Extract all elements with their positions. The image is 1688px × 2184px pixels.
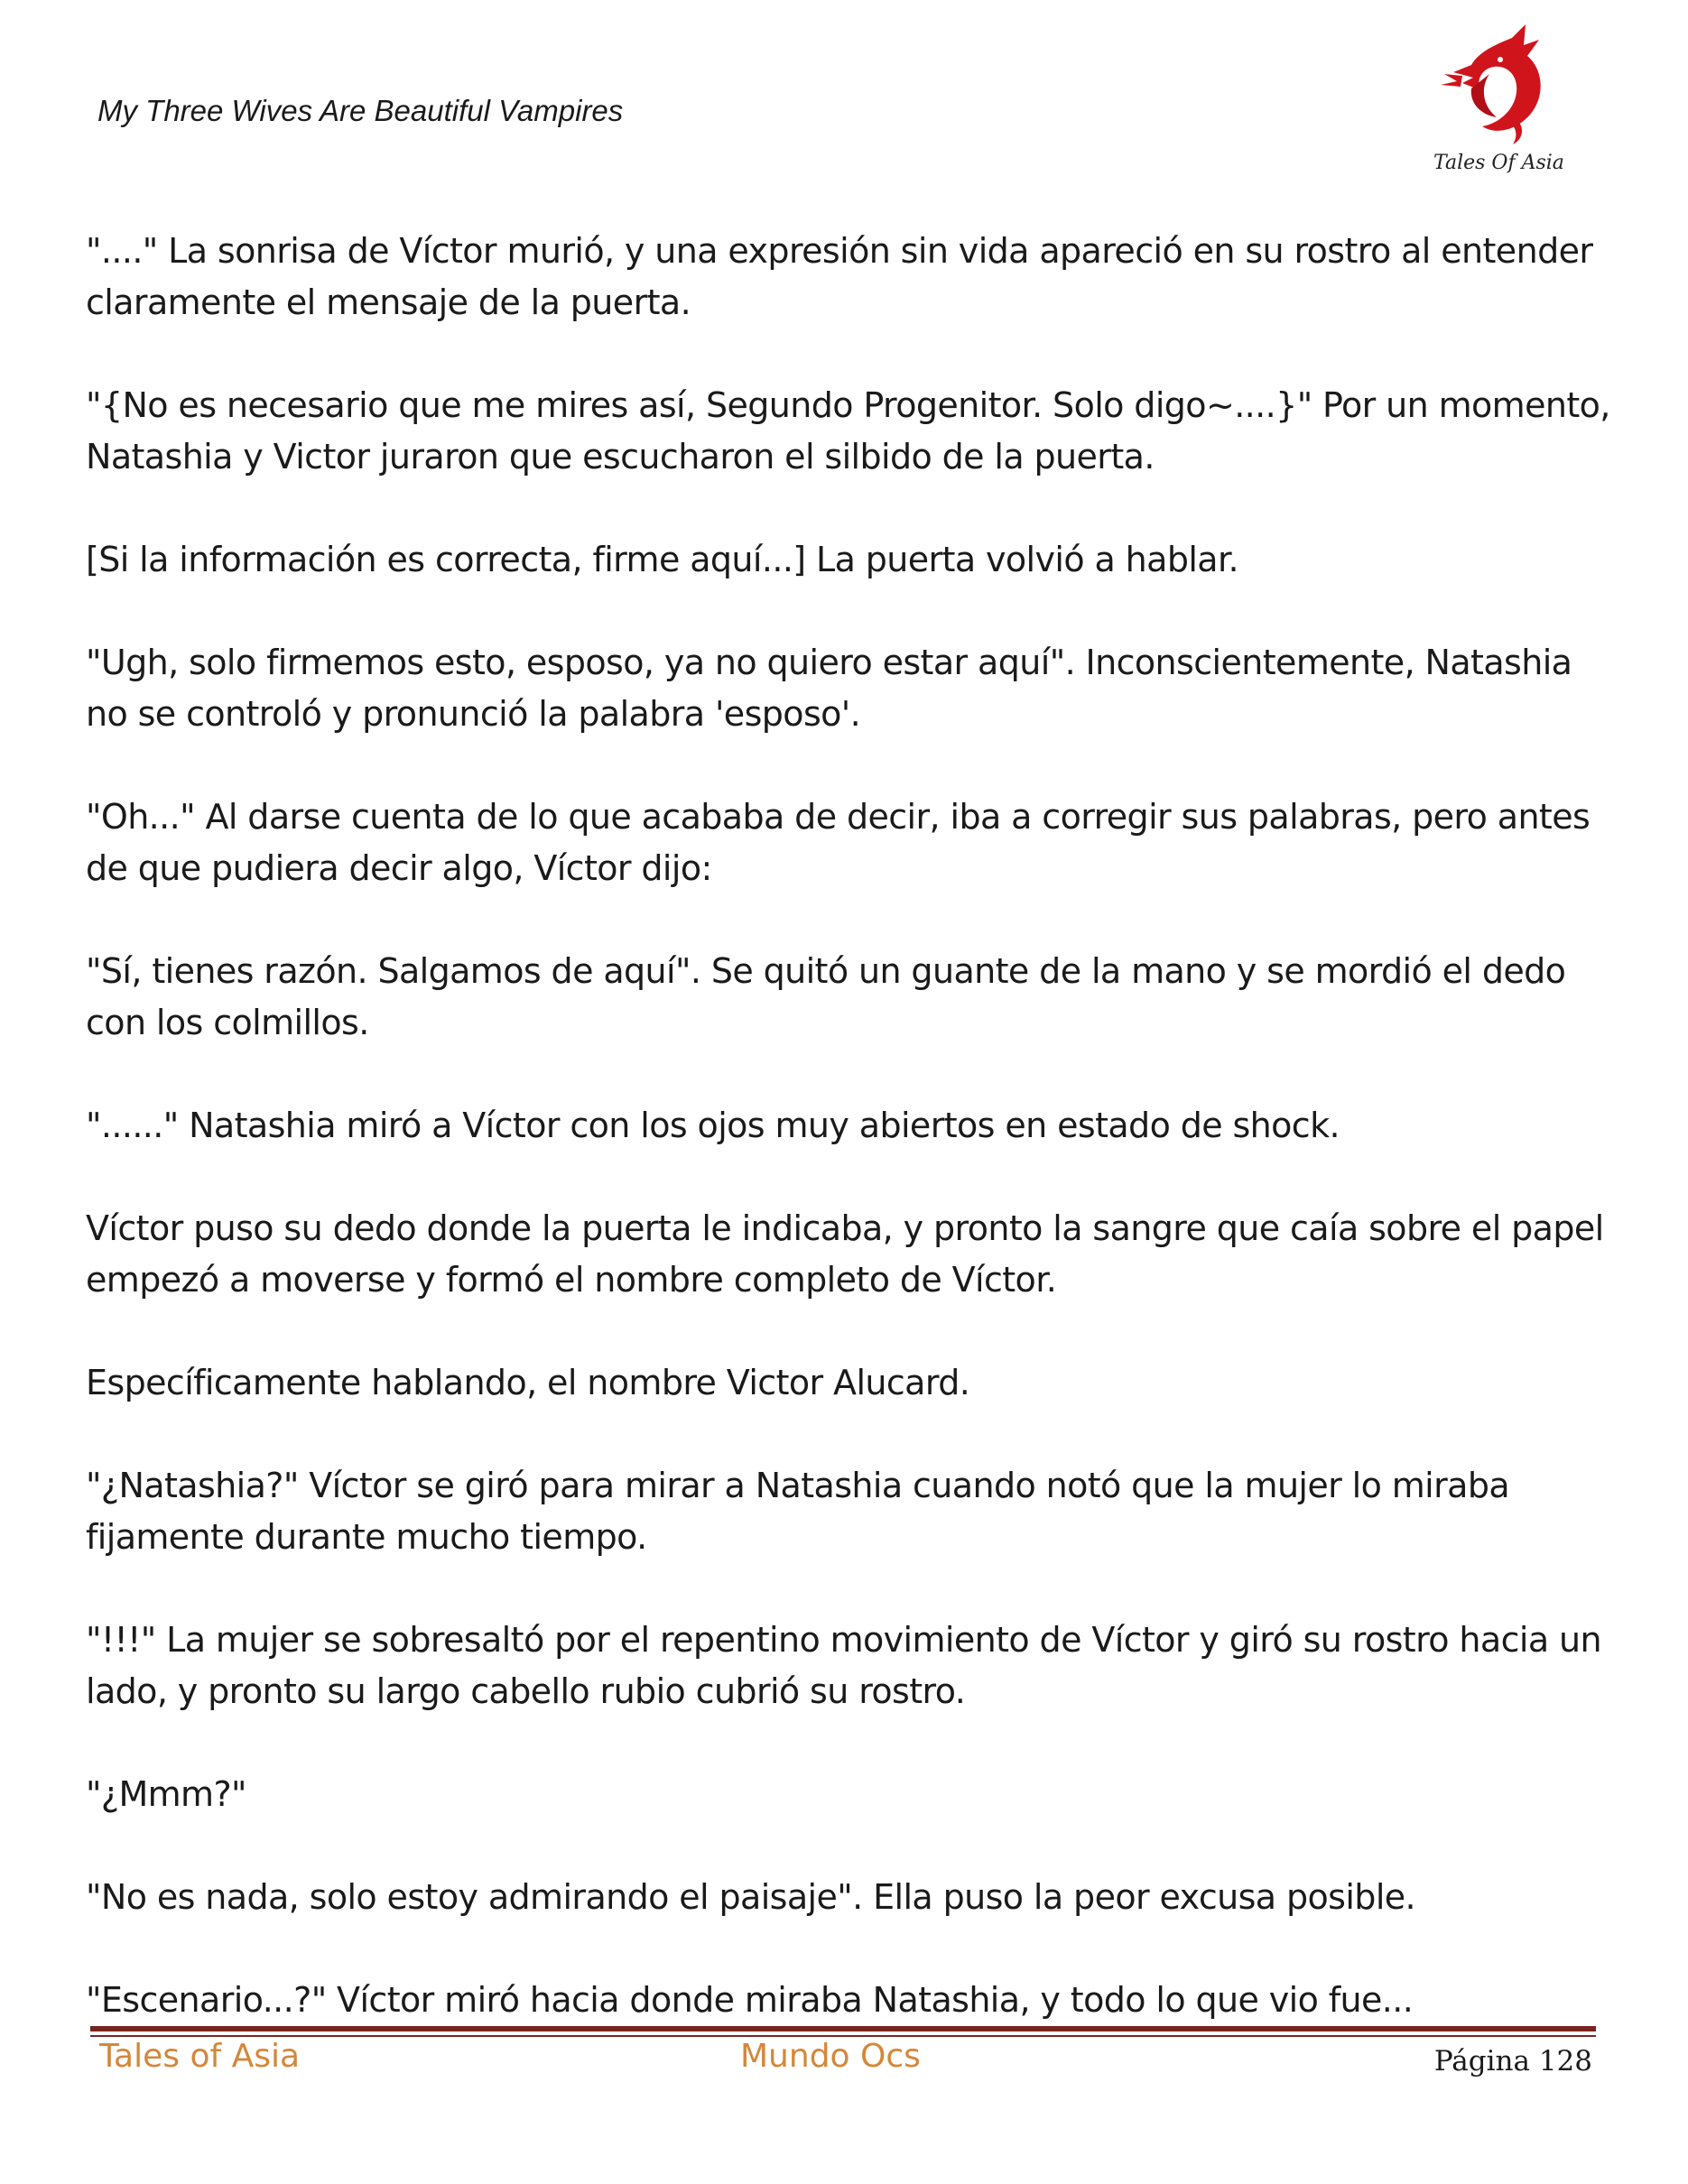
page-number: Página 128: [1433, 2045, 1592, 2078]
red-dragon-logo-icon: [1426, 20, 1562, 155]
header-title: My Three Wives Are Beautiful Vampires: [97, 94, 624, 127]
paragraph: "......" Natashia miró a Víctor con los ojos muy abiertos en estado de shock.: [86, 1106, 1340, 1145]
paragraph: Específicamente hablando, el nombre Victor Alucard.: [86, 1363, 970, 1402]
paragraph: "Ugh, solo firmemos esto, esposo, ya no quiero estar aquí". Inconscientemente, Natashia no se controló y pronunció la palabra 'esposo'.: [86, 643, 1572, 734]
paragraph: "...." La sonrisa de Víctor murió, y una expresión sin vida apareció en su rostro al entender claramente el mensaje de la puerta.: [86, 231, 1593, 322]
paragraph: [Si la información es correcta, firme aquí...] La puerta volvió a hablar.: [86, 540, 1238, 579]
paragraph: "¿Mmm?": [86, 1774, 246, 1814]
paragraph: Víctor puso su dedo donde la puerta le indicaba, y pronto la sangre que caía sobre el papel empezó a moverse y formó el nombre completo de Víctor.: [86, 1208, 1604, 1300]
paragraph: "!!!" La mujer se sobresaltó por el repentino movimiento de Víctor y giró su rostro hacia un lado, y pronto su largo cabello rubio cubrió su rostro.: [86, 1620, 1601, 1711]
paragraph: "Oh..." Al darse cuenta de lo que acababa de decir, iba a corregir sus palabras, pero antes de que pudiera decir algo, Víctor dijo:: [86, 797, 1591, 888]
tales-of-asia-logo: [1426, 20, 1562, 182]
footer-site-name: Tales of Asia: [99, 2038, 301, 2075]
footer-divider: [90, 2026, 1596, 2031]
body-text: [86, 226, 1620, 2078]
paragraph: "Sí, tienes razón. Salgamos de aquí". Se quitó un guante de la mano y se mordió el dedo con los colmillos.: [86, 951, 1566, 1042]
paragraph: "{No es necesario que me mires así, Segundo Progenitor. Solo digo~....}" Por un momento, Natashia y Victor juraron que escucharon el silbido de la puerta.: [86, 385, 1610, 477]
paragraph: "Escenario...?" Víctor miró hacia donde miraba Natashia, y todo lo que vio fue...: [86, 1980, 1414, 2020]
footer-divider-thin: [90, 2035, 1596, 2037]
paragraph: "¿Natashia?" Víctor se giró para mirar a Natashia cuando notó que la mujer lo miraba fijamente durante mucho tiempo.: [86, 1466, 1510, 1557]
paragraph: "No es nada, solo estoy admirando el paisaje". Ella puso la peor excusa posible.: [86, 1877, 1416, 1917]
footer-section-name: Mundo Ocs: [740, 2038, 921, 2075]
logo-text: Tales Of Asia: [1433, 152, 1564, 174]
